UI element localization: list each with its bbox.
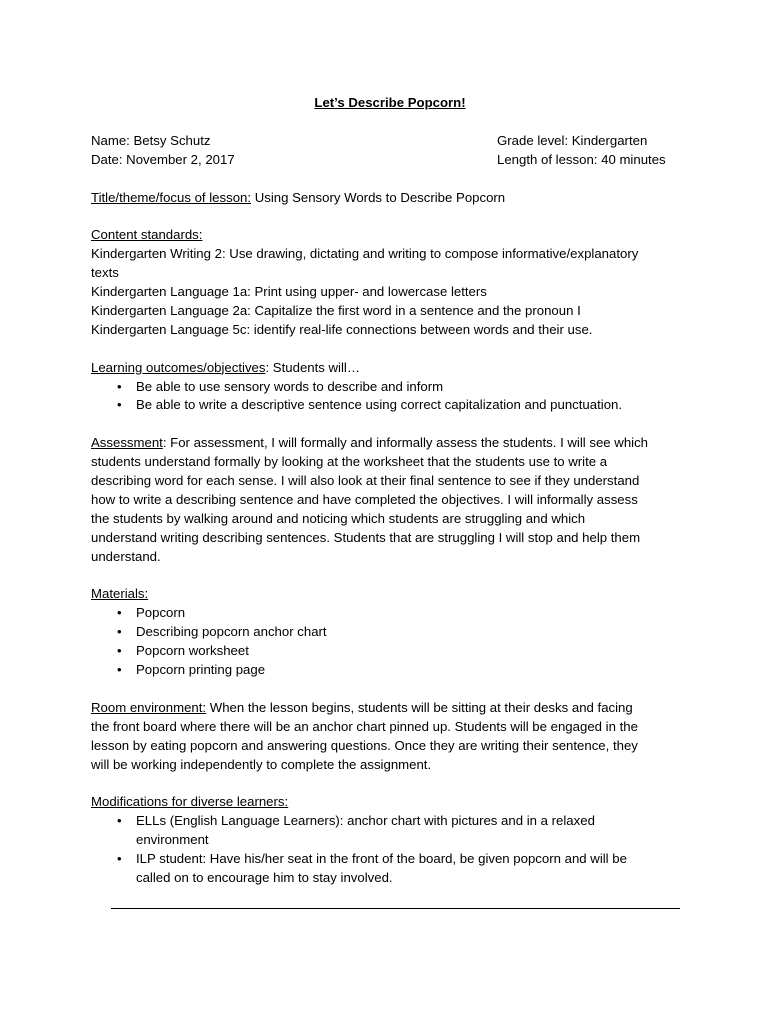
assessment-label: Assessment	[91, 435, 163, 451]
bullet-icon: •	[117, 643, 122, 659]
name-line: Name: Betsy Schutz	[91, 132, 211, 148]
standards-line: Kindergarten Language 2a: Capitalize the first word in a sentence and the pronoun I	[91, 302, 581, 318]
room-section: Room environment: When the lesson begins, students will be sitting at their desks and facing the front board where there will be an anchor chart pinned up. Students will be engaged in the lesson by eating popcorn and answering questions. Once they are writing their sentence, they will be working independently to complete the assignment.	[91, 699, 691, 775]
list-item: • ELLs (English Language Learners): anchor chart with pictures and in a relaxed environment	[117, 813, 595, 848]
assessment-line: describing word for each sense. I will also look at their final sentence to see if they understand	[91, 473, 640, 489]
header-row-1	[91, 132, 691, 151]
modifications-list	[91, 812, 691, 888]
assessment-line: understand.	[91, 548, 161, 564]
standards-section	[91, 226, 691, 339]
focus-section	[91, 189, 691, 208]
standards-line: Kindergarten Language 1a: Print using upper- and lowercase letters	[91, 284, 487, 300]
list-item: • Popcorn	[91, 604, 691, 623]
materials-label: Materials:	[91, 586, 149, 602]
outcomes-suffix: : Students will…	[265, 359, 361, 375]
bullet-icon: •	[117, 662, 122, 678]
bullet-icon: •	[117, 378, 122, 394]
standards-label: Content standards:	[91, 227, 203, 243]
bullet-icon: •	[117, 605, 122, 621]
focus-label: Title/theme/focus of lesson:	[91, 189, 252, 205]
assessment-line: how to write a describing sentence and have completed the objectives. I will informally assess	[91, 491, 638, 507]
room-line: lesson by eating popcorn and answering questions. Once they are writing their sentence, they	[91, 737, 638, 753]
list-item: • Be able to use sensory words to describe and inform	[91, 378, 691, 397]
materials-section	[91, 585, 691, 680]
assessment-line: students understand formally by looking at the worksheet that the students use to write a	[91, 454, 608, 470]
outcomes-section	[91, 359, 691, 416]
horizontal-divider	[111, 908, 680, 909]
length-line: Length of lesson: 40 minutes	[497, 151, 666, 167]
focus-text: Using Sensory Words to Describe Popcorn	[251, 189, 506, 205]
page-title: Let’s Describe Popcorn!	[314, 95, 466, 110]
assessment-section: Assessment: For assessment, I will formally and informally assess the students. I will see which students understand formally by looking at the worksheet that the students use to write a describing word for each sense. I will also look at their final sentence to see if they understand how to write a describing sentence and have completed the objectives. I will informally assess the students by walking around and noticing which students are struggling and which understand writing describing sentences. Students that are struggling I will stop and help them understand.	[91, 434, 691, 566]
standards-line: Kindergarten Language 5c: identify real-life connections between words and their use.	[91, 321, 593, 337]
bullet-icon: •	[117, 624, 122, 640]
date-line: Date: November 2, 2017	[91, 151, 235, 167]
standards-line: texts	[91, 265, 119, 281]
lesson-plan	[91, 94, 691, 888]
list-item: • Popcorn printing page	[91, 661, 691, 680]
list-item: • ILP student: Have his/her seat in the front of the board, be given popcorn and will be called on to encourage him to stay involved.	[117, 851, 627, 886]
outcomes-list	[91, 378, 691, 416]
outcomes-label: Learning outcomes/objectives	[91, 359, 266, 375]
room-label: Room environment:	[91, 699, 207, 715]
room-line: the front board where there will be an anchor chart pinned up. Students will be engaged in the	[91, 718, 638, 734]
room-line: will be working independently to complete the assignment.	[91, 756, 432, 772]
list-item: • Be able to write a descriptive sentence using correct capitalization and punctuation.	[91, 396, 691, 415]
assessment-line: the students by walking around and noticing which students are struggling and which	[91, 510, 586, 526]
header-row-2	[91, 151, 691, 170]
materials-list	[91, 604, 691, 680]
modifications-section	[91, 793, 691, 888]
bullet-icon: •	[117, 813, 122, 829]
modifications-label: Modifications for diverse learners:	[91, 794, 289, 810]
assessment-line: understand writing describing sentences. Students that are struggling I will stop and help them	[91, 529, 641, 545]
list-item: • Popcorn worksheet	[91, 642, 691, 661]
bullet-icon: •	[117, 397, 122, 413]
grade-line: Grade level: Kindergarten	[497, 132, 648, 148]
standards-line: Kindergarten Writing 2: Use drawing, dictating and writing to compose informative/explanatory	[91, 246, 639, 262]
bullet-icon: •	[117, 851, 122, 867]
list-item: • Describing popcorn anchor chart	[91, 623, 691, 642]
